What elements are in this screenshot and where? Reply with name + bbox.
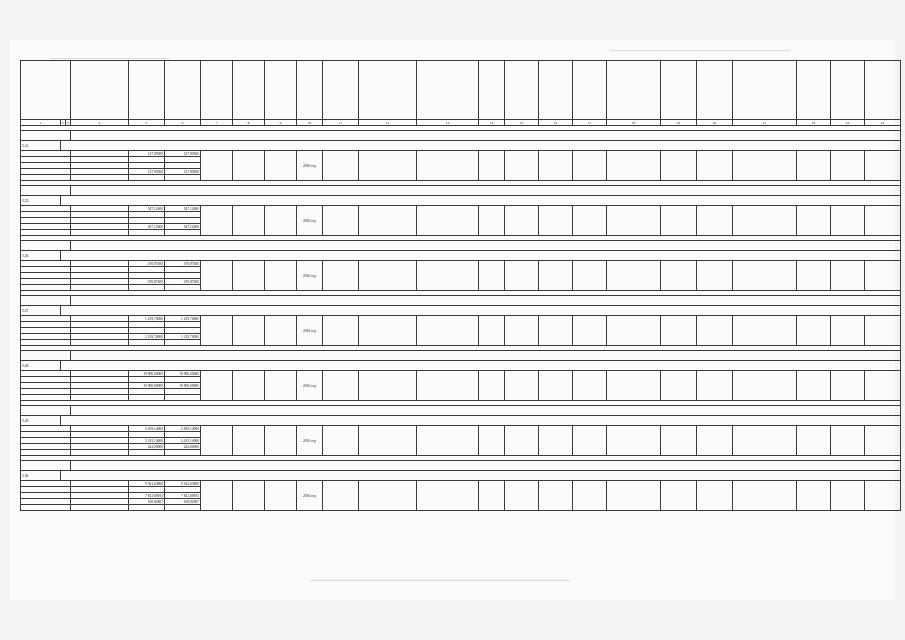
detail-cell [505, 426, 539, 456]
capacity-cell [479, 481, 505, 511]
header-cell [165, 61, 201, 120]
years-cell: 2016 год [297, 316, 323, 346]
finance-value: 547,12600 [129, 206, 165, 212]
detail-cell [359, 206, 417, 236]
detail-cell [797, 206, 831, 236]
detail-cell [505, 316, 539, 346]
header-cell [201, 61, 233, 120]
finance-value-2016: 547,12600 [165, 224, 201, 230]
detail-cell [607, 316, 661, 346]
column-number: 22 [797, 120, 831, 126]
finance-value [129, 505, 165, 511]
years-cell: 2016 год [297, 206, 323, 236]
program-spacer [21, 351, 71, 361]
object-row [21, 196, 901, 206]
detail-cell [201, 151, 233, 181]
detail-cell [573, 481, 607, 511]
detail-cell [323, 371, 359, 401]
detail-cell [573, 316, 607, 346]
detail-cell [573, 261, 607, 291]
object-row [21, 251, 901, 261]
detail-cell [797, 316, 831, 346]
detail-cell [233, 151, 265, 181]
finance-value-2016: 547,12600 [165, 206, 201, 212]
detail-cell [697, 426, 733, 456]
detail-cell [265, 371, 297, 401]
object-name [61, 471, 901, 481]
scan-noise [610, 50, 790, 51]
detail-cell [573, 426, 607, 456]
detail-cell [201, 261, 233, 291]
column-number: 11 [323, 120, 359, 126]
detail-cell [697, 371, 733, 401]
column-number: 17 [573, 120, 607, 126]
detail-cell [201, 481, 233, 511]
detail-cell [831, 151, 865, 181]
finance-value: 7 821,80933 [129, 493, 165, 499]
header-cell [733, 61, 797, 120]
program-row [21, 186, 901, 196]
program-row [21, 241, 901, 251]
column-number: 18 [607, 120, 661, 126]
column-number: 12 [359, 120, 417, 126]
detail-cell [797, 151, 831, 181]
years-cell: 2016 год [297, 371, 323, 401]
object-number: 5.25. [21, 196, 61, 206]
detail-cell [607, 206, 661, 236]
detail-cell [359, 316, 417, 346]
detail-cell [573, 151, 607, 181]
finance-row [21, 151, 901, 157]
detail-cell [233, 426, 265, 456]
detail-cell [323, 261, 359, 291]
detail-cell [265, 206, 297, 236]
column-number: 5 [129, 120, 165, 126]
finance-value: 9 922,63800 [129, 481, 165, 487]
column-number: 1 [21, 120, 61, 126]
column-number: 7 [201, 120, 233, 126]
detail-cell [661, 481, 697, 511]
object-row [21, 141, 901, 151]
detail-cell [323, 151, 359, 181]
finance-value: 1 219,70000 [129, 316, 165, 322]
finance-row [21, 371, 901, 377]
detail-cell [797, 426, 831, 456]
detail-cell [539, 206, 573, 236]
years-cell: 2016 год [297, 481, 323, 511]
detail-cell [865, 371, 901, 401]
scan-noise [50, 58, 170, 59]
header-cell [417, 61, 479, 120]
program-spacer [21, 186, 71, 196]
detail-cell [265, 426, 297, 456]
detail-cell [323, 316, 359, 346]
detail-cell [733, 371, 797, 401]
capacity-cell [479, 371, 505, 401]
detail-cell [201, 316, 233, 346]
finance-value: 2 415,14000 [129, 438, 165, 444]
header-cell [71, 61, 129, 120]
detail-cell [661, 261, 697, 291]
detail-cell [661, 371, 697, 401]
finance-value-2016: 100,82867 [165, 499, 201, 505]
detail-cell [359, 261, 417, 291]
column-number: 4 [71, 120, 129, 126]
detail-cell [539, 316, 573, 346]
detail-cell [323, 206, 359, 236]
detail-cell [505, 481, 539, 511]
program-row [21, 296, 901, 306]
program-row [21, 131, 901, 141]
detail-cell [661, 206, 697, 236]
object-row [21, 361, 901, 371]
detail-cell [697, 151, 733, 181]
finance-value: 19 900,00000 [129, 371, 165, 377]
header-cell [505, 61, 539, 120]
header-cell [539, 61, 573, 120]
detail-cell [733, 316, 797, 346]
detail-cell [233, 316, 265, 346]
detail-cell [607, 426, 661, 456]
detail-cell [539, 426, 573, 456]
finance-value: 2 659,14000 [129, 426, 165, 432]
column-number: 21 [733, 120, 797, 126]
finance-value: 470,87400 [129, 261, 165, 267]
detail-cell [265, 316, 297, 346]
object-name [61, 306, 901, 316]
program-text [71, 461, 901, 471]
detail-cell [505, 151, 539, 181]
detail-cell [265, 261, 297, 291]
finance-row [21, 481, 901, 487]
detail-cell [505, 371, 539, 401]
detail-cell [573, 206, 607, 236]
detail-cell [831, 481, 865, 511]
detail-cell [573, 371, 607, 401]
detail-cell [359, 151, 417, 181]
capacity-cell [479, 206, 505, 236]
finance-value-2016: 127,90500 [165, 151, 201, 157]
years-cell: 2016 год [297, 426, 323, 456]
program-spacer [21, 461, 71, 471]
capacity-cell [479, 426, 505, 456]
object-number: 5.29. [21, 416, 61, 426]
finance-value: 1 219,70000 [129, 334, 165, 340]
finance-value-2016: 2 415,14000 [165, 438, 201, 444]
detail-cell [417, 481, 479, 511]
detail-cell [661, 316, 697, 346]
detail-cell [831, 426, 865, 456]
finance-value: 470,87400 [129, 279, 165, 285]
capacity-cell [479, 151, 505, 181]
column-number: 13 [417, 120, 479, 126]
detail-cell [697, 481, 733, 511]
program-spacer [21, 131, 71, 141]
finance-value-2016: 1 219,70000 [165, 334, 201, 340]
finance-value: 19 900,00000 [129, 383, 165, 389]
column-number: 6 [165, 120, 201, 126]
detail-cell [733, 481, 797, 511]
program-row [21, 406, 901, 416]
object-number: 5.27. [21, 306, 61, 316]
header-cell [21, 61, 71, 120]
detail-cell [865, 426, 901, 456]
detail-cell [797, 261, 831, 291]
program-text [71, 406, 901, 416]
detail-cell [505, 206, 539, 236]
finance-row [21, 206, 901, 212]
header-cell [359, 61, 417, 120]
finance-value-2016: 244,00000 [165, 444, 201, 450]
detail-cell [539, 261, 573, 291]
detail-cell [417, 261, 479, 291]
finance-value: 547,12600 [129, 224, 165, 230]
detail-cell [201, 206, 233, 236]
column-number: 10 [297, 120, 323, 126]
detail-cell [233, 206, 265, 236]
program-text [71, 241, 901, 251]
finance-value-2016: 19 900,00000 [165, 371, 201, 377]
program-text [71, 186, 901, 196]
detail-cell [831, 206, 865, 236]
finance-source-label [71, 505, 129, 511]
finance-row [21, 261, 901, 267]
years-cell: 2016 год [297, 151, 323, 181]
detail-cell [733, 426, 797, 456]
column-number: 16 [539, 120, 573, 126]
finance-value-2016: 9 922,63800 [165, 481, 201, 487]
empty-cell [21, 505, 71, 511]
finance-row [21, 316, 901, 322]
scan-noise [310, 580, 570, 581]
detail-cell [865, 206, 901, 236]
detail-cell [417, 151, 479, 181]
finance-value-2016: 2 659,14000 [165, 426, 201, 432]
column-number: 3 [67, 120, 69, 125]
capacity-cell [479, 316, 505, 346]
detail-cell [201, 426, 233, 456]
header-cell [697, 61, 733, 120]
object-name [61, 361, 901, 371]
header-cell [265, 61, 297, 120]
detail-cell [417, 426, 479, 456]
detail-cell [865, 481, 901, 511]
column-number: 2 [62, 120, 64, 125]
object-number: 5.21. [21, 141, 61, 151]
header-cell [797, 61, 831, 120]
object-number: 5.26. [21, 251, 61, 261]
detail-cell [265, 481, 297, 511]
finance-value-2016: 1 219,70000 [165, 316, 201, 322]
detail-cell [233, 261, 265, 291]
investment-table [20, 60, 901, 511]
detail-cell [607, 151, 661, 181]
finance-value-2016: 127,90500 [165, 169, 201, 175]
detail-cell [697, 261, 733, 291]
detail-cell [733, 151, 797, 181]
object-name [61, 251, 901, 261]
detail-cell [661, 426, 697, 456]
object-name [61, 141, 901, 151]
detail-cell [831, 316, 865, 346]
detail-cell [201, 371, 233, 401]
detail-cell [607, 261, 661, 291]
detail-cell [359, 371, 417, 401]
header-cell [607, 61, 661, 120]
header-cell [831, 61, 865, 120]
object-name [61, 196, 901, 206]
header-cell [661, 61, 697, 120]
program-row [21, 461, 901, 471]
detail-cell [831, 371, 865, 401]
detail-cell [323, 426, 359, 456]
object-name [61, 416, 901, 426]
detail-cell [865, 151, 901, 181]
header-cell [865, 61, 901, 120]
detail-cell [359, 481, 417, 511]
finance-value-2016 [165, 505, 201, 511]
detail-cell [233, 371, 265, 401]
detail-cell [831, 261, 865, 291]
detail-cell [865, 316, 901, 346]
column-number: 24 [865, 120, 901, 126]
detail-cell [417, 316, 479, 346]
header-cell [129, 61, 165, 120]
detail-cell [607, 371, 661, 401]
detail-cell [661, 151, 697, 181]
detail-cell [539, 481, 573, 511]
detail-cell [733, 261, 797, 291]
detail-cell [265, 151, 297, 181]
header-cell [573, 61, 607, 120]
detail-cell [797, 481, 831, 511]
detail-cell [539, 151, 573, 181]
detail-cell [417, 206, 479, 236]
detail-cell [233, 481, 265, 511]
table-body [21, 126, 901, 511]
capacity-cell [479, 261, 505, 291]
finance-value: 127,90500 [129, 151, 165, 157]
object-number: 5.28. [21, 361, 61, 371]
program-text [71, 296, 901, 306]
column-number: 9 [265, 120, 297, 126]
detail-cell [539, 371, 573, 401]
detail-cell [323, 481, 359, 511]
detail-cell [697, 316, 733, 346]
years-cell: 2016 год [297, 261, 323, 291]
finance-value: 100,82867 [129, 499, 165, 505]
finance-value-2016: 470,87400 [165, 261, 201, 267]
program-text [71, 131, 901, 141]
detail-cell [505, 261, 539, 291]
finance-value: 244,00000 [129, 444, 165, 450]
header-cell [297, 61, 323, 120]
column-number: 15 [505, 120, 539, 126]
object-number: 5.30. [21, 471, 61, 481]
object-row [21, 416, 901, 426]
program-text [71, 351, 901, 361]
detail-cell [607, 481, 661, 511]
finance-value-2016: 470,87400 [165, 279, 201, 285]
finance-value-2016: 19 900,00000 [165, 383, 201, 389]
program-spacer [21, 406, 71, 416]
finance-row [21, 426, 901, 432]
detail-cell [697, 206, 733, 236]
detail-cell [865, 261, 901, 291]
detail-cell [417, 371, 479, 401]
detail-cell [733, 206, 797, 236]
program-spacer [21, 296, 71, 306]
finance-value-2016: 7 821,80933 [165, 493, 201, 499]
header-cell [233, 61, 265, 120]
column-number: 14 [479, 120, 505, 126]
column-number: 23 [831, 120, 865, 126]
column-number: 20 [697, 120, 733, 126]
column-number: 19 [661, 120, 697, 126]
program-row [21, 351, 901, 361]
program-spacer [21, 241, 71, 251]
object-row [21, 306, 901, 316]
detail-cell [797, 371, 831, 401]
header-cell [323, 61, 359, 120]
finance-value: 127,90500 [129, 169, 165, 175]
object-row [21, 471, 901, 481]
column-number: 8 [233, 120, 265, 126]
header-row [21, 61, 901, 120]
detail-cell [359, 426, 417, 456]
header-cell [479, 61, 505, 120]
